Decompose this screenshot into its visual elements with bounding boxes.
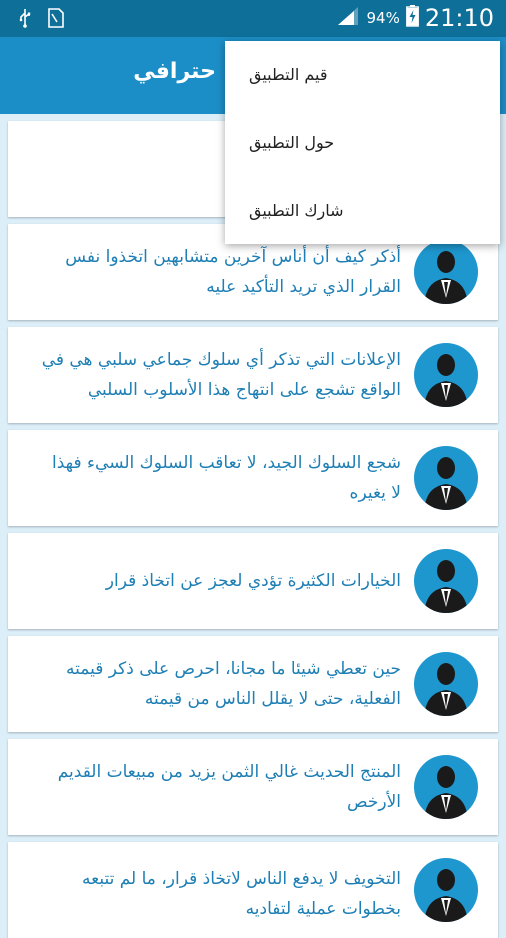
usb-icon <box>18 8 32 32</box>
list-item[interactable] <box>8 430 498 526</box>
menu-item-label: شارك التطبيق <box>249 201 344 220</box>
list-item[interactable] <box>8 327 498 423</box>
list-item[interactable] <box>8 739 498 835</box>
businessman-avatar-icon <box>414 858 478 922</box>
status-time: 21:10 <box>424 4 494 32</box>
businessman-avatar-icon <box>414 755 478 819</box>
battery-charging-icon <box>406 5 419 31</box>
overflow-menu <box>225 41 500 244</box>
sd-card-icon <box>48 8 64 32</box>
businessman-avatar-icon <box>414 549 478 613</box>
list-item[interactable] <box>8 842 498 938</box>
battery-percent: 94% <box>366 9 400 27</box>
menu-item-label: حول التطبيق <box>249 133 335 152</box>
list-item-text: شجع السلوك الجيد، لا تعاقب السلوك السيء فهذا لا يغيره <box>52 453 401 503</box>
list-item-text: التخويف لا يدفع الناس لاتخاذ قرار، ما لم تتبعه بخطوات عملية لتفاديه <box>82 869 401 919</box>
menu-item-rate-app[interactable] <box>225 41 500 108</box>
businessman-avatar-icon <box>414 343 478 407</box>
businessman-avatar-icon <box>414 652 478 716</box>
list-item-text: الإعلانات التي تذكر أي سلوك جماعي سلبي هي في الواقع تشجع على انتهاج هذا الأسلوب السلبي <box>41 350 401 400</box>
menu-item-label: قيم التطبيق <box>249 65 328 84</box>
list-item-text: حين تعطي شيئا ما مجانا، احرص على ذكر قيمته الفعلية، حتى لا يقلل الناس من قيمته <box>66 659 401 709</box>
menu-item-about-app[interactable] <box>225 109 500 176</box>
businessman-avatar-icon <box>414 446 478 510</box>
list-item[interactable] <box>8 636 498 732</box>
list-item-text: المنتج الحديث غالي الثمن يزيد من مبيعات القديم الأرخص <box>57 762 401 812</box>
menu-item-share-app[interactable] <box>225 177 500 244</box>
businessman-avatar-icon <box>414 240 478 304</box>
signal-icon <box>336 6 360 30</box>
app-title: حترافي <box>133 59 216 84</box>
status-bar <box>0 0 506 37</box>
list-item-text: الخيارات الكثيرة تؤدي لعجز عن اتخاذ قرار <box>105 571 401 591</box>
list-item-text: أذكر كيف أن أناس آخرين متشابهين اتخذوا نفس القرار الذي تريد التأكيد عليه <box>65 247 401 297</box>
list-item[interactable] <box>8 533 498 629</box>
